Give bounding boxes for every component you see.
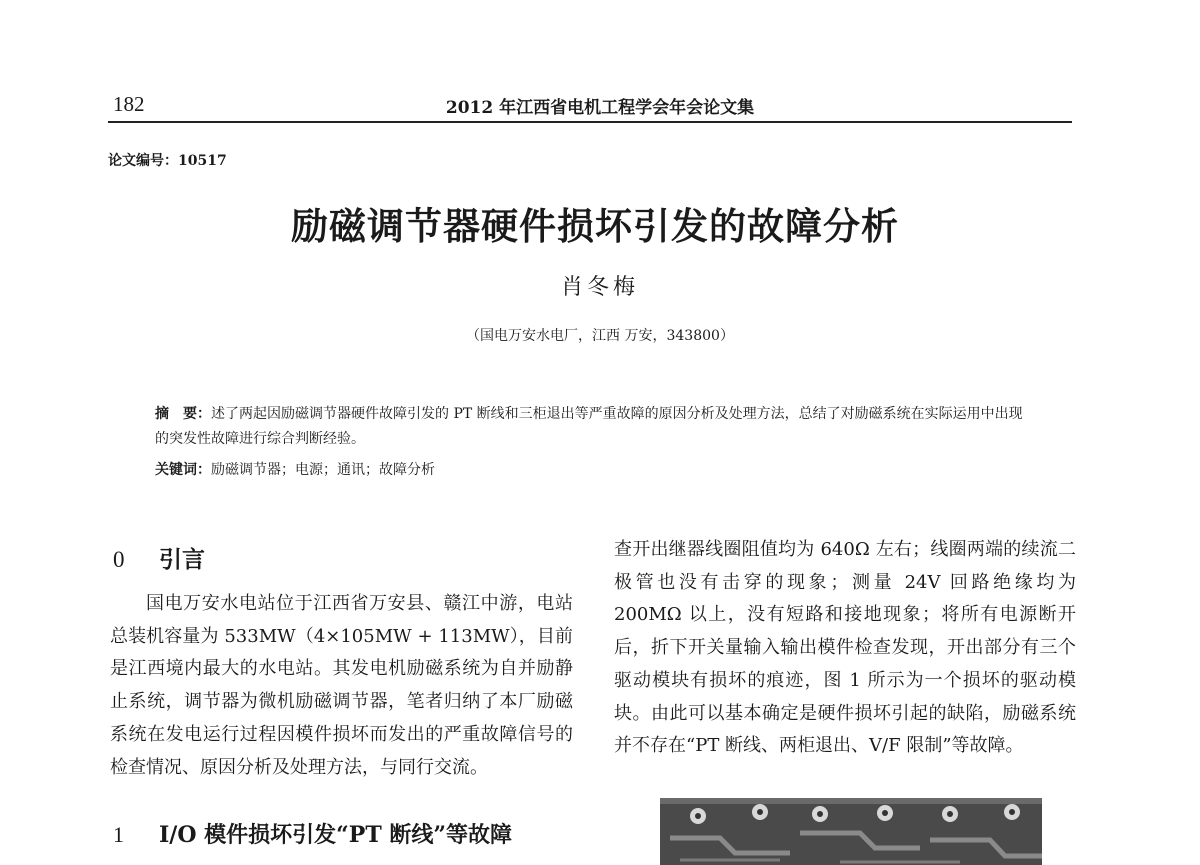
- keywords-text: 励磁调节器；电源；通讯；故障分析: [211, 462, 435, 478]
- abstract-text: 述了两起因励磁调节器硬件故障引发的 PT 断线和三柜退出等严重故障的原因分析及处理方法，总结了对励磁系统在实际运用中出现的突发性故障进行综合判断经验。: [155, 406, 1023, 447]
- author: 肖冬梅: [560, 275, 639, 300]
- paragraph: 国电万安水电站位于江西省万安县、赣江中游，电站总装机容量为 533MW（4×105MW + 113MW），目前是江西境内最大的水电站。其发电机励磁系统为自并励静止系统，调节器为微机励磁调节器，笔者归纳了本厂励磁系统在发电运行过程因模件损坏而发出的严重故障信号的检查情况、原因分析及处理方法，与同行交流。: [110, 593, 573, 778]
- section-number: 1: [113, 822, 124, 847]
- abstract: [155, 402, 1035, 452]
- figure-circuit-board-photo: [660, 798, 1042, 865]
- page-number: 182: [113, 92, 145, 116]
- running-head: 2012 年江西省电机工程学会年会论文集: [445, 98, 755, 118]
- affiliation: （国电万安水电厂，江西 万安，343800）: [466, 328, 734, 344]
- keywords-label: 关键词：: [155, 462, 211, 478]
- header-rule: [108, 121, 1072, 123]
- paper-title: 励磁调节器硬件损坏引发的故障分析: [291, 205, 899, 248]
- right-column: [614, 534, 1076, 763]
- section-number: 0: [113, 547, 125, 572]
- circuit-board-image: [660, 798, 1042, 865]
- section-title: 引言: [159, 546, 205, 573]
- section-heading-io-module: [113, 818, 512, 849]
- left-column: [110, 588, 573, 784]
- paper-number: 论文编号：10517: [108, 153, 227, 169]
- section-heading-introduction: [113, 541, 205, 574]
- abstract-label: 摘 要：: [155, 406, 211, 422]
- keywords: [155, 458, 1035, 483]
- section-title: I/O 模件损坏引发“PT 断线”等故障: [159, 822, 513, 848]
- paragraph: 查开出继器线圈阻值均为 640Ω 左右；线圈两端的续流二极管也没有击穿的现象；测量 24V 回路绝缘均为 200MΩ 以上，没有短路和接地现象；将所有电源断开后，折下开关量输入输出模件检查发现，开出部分有三个驱动模块有损坏的痕迹，图 1 所示为一个损坏的驱动模块。由此可以基本确定是硬件损坏引起的缺陷，励磁系统并不存在“PT 断线、两柜退出、V/F 限制”等故障。: [614, 539, 1076, 757]
